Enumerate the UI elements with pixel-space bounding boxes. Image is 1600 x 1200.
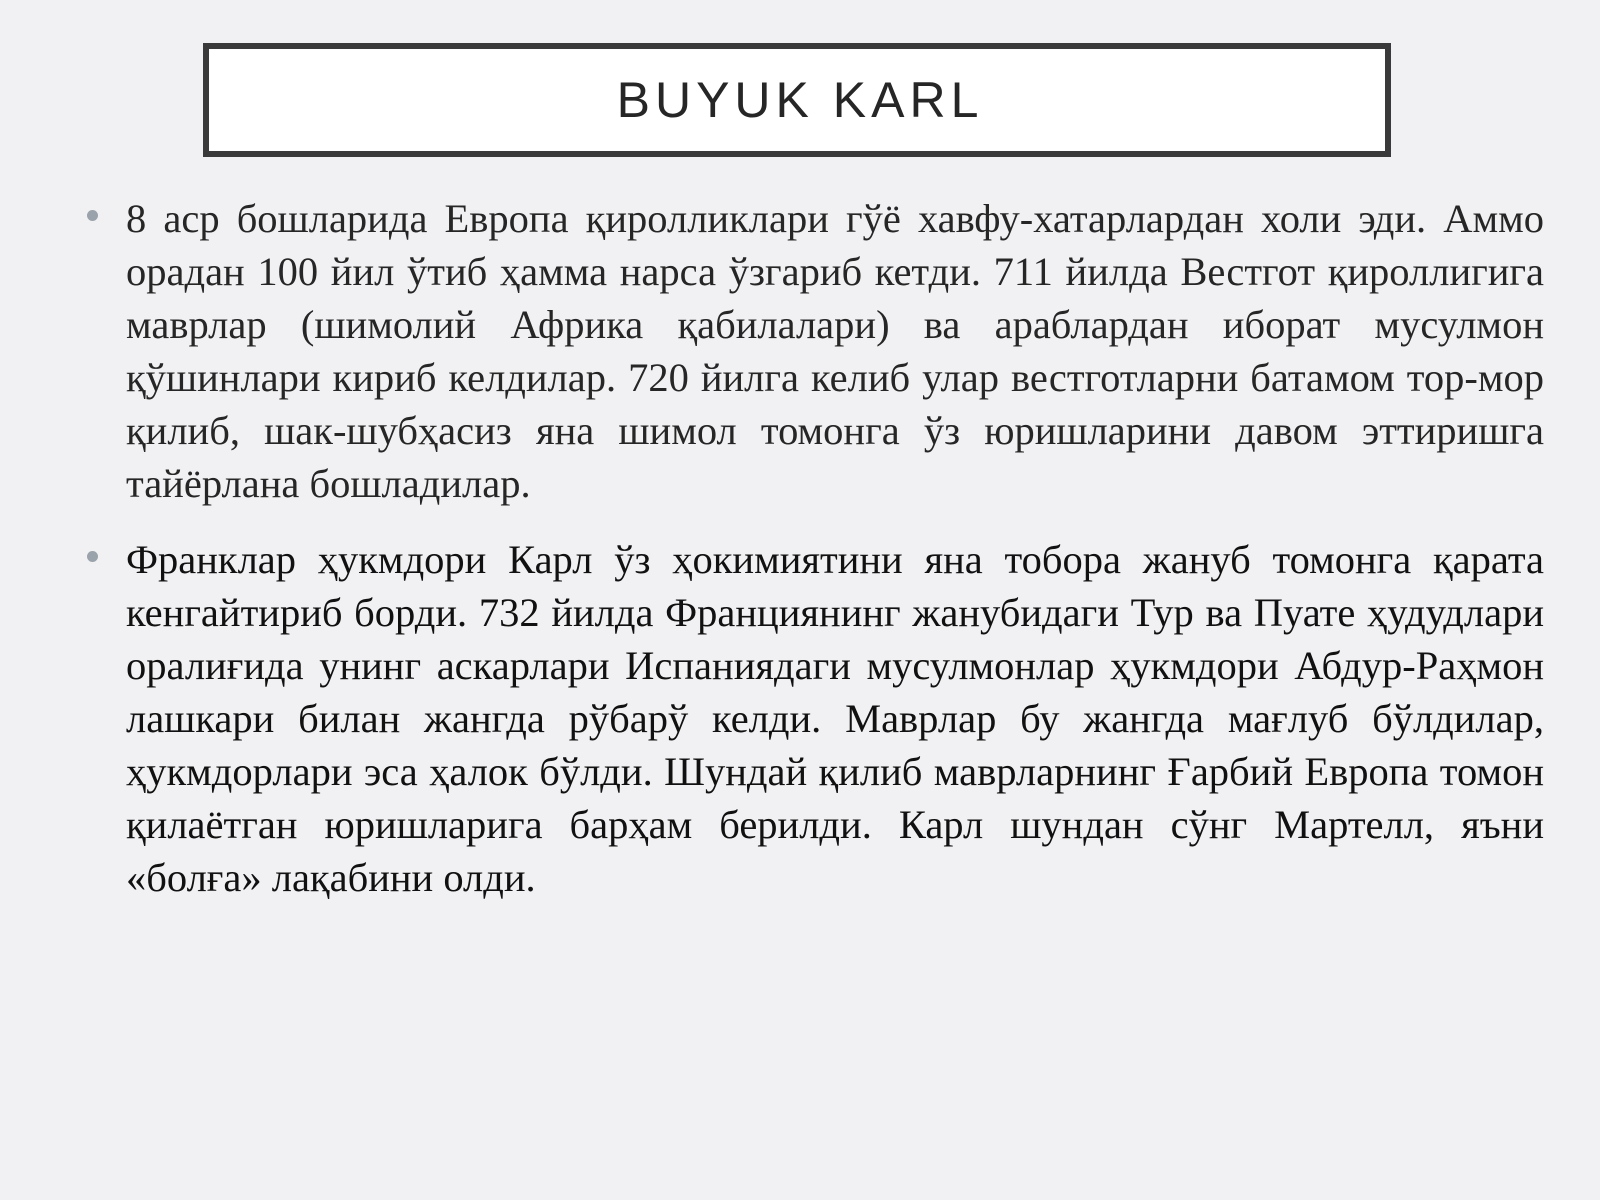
bullet-dot-icon	[87, 551, 98, 562]
bullet-item	[84, 533, 1544, 904]
bullet-text: 8 аср бошларида Европа қиролликлари гўё хавфу-хатарлардан холи эди. Аммо орадан 100 йил ўтиб ҳамма нарса ўзгариб кетди. 711 йилда Вестгот қироллигига маврлар (шимолий Африка қабилалари) ва араблардан иборат мусулмон қўшинлари кириб келдилар. 720 йилга келиб улар вестготларни батамом тор-мор қилиб, шак-шубҳасиз яна шимол томонга ўз юришларини давом эттиришга тайёрлана бошладилар.	[126, 196, 1544, 506]
bullet-list	[84, 192, 1544, 927]
slide-title: BUYUK KARL	[616, 72, 984, 128]
title-box	[203, 43, 1391, 157]
bullet-item	[84, 192, 1544, 510]
bullet-text: Франклар ҳукмдори Карл ўз ҳокимиятини яна тобора жануб томонга қарата кенгайтириб борди. 732 йилда Франциянинг жанубидаги Тур ва Пуате ҳудудлари оралиғида унинг аскарлари Испаниядаги мусулмонлар ҳукмдори Абдур-Раҳмон лашкари билан жангда рўбарў келди. Маврлар бу жангда мағлуб бўлдилар, ҳукмдорлари эса ҳалок бўлди. Шундай қилиб маврларнинг Ғарбий Европа томон қилаётган юришларига барҳам берилди. Карл шундан сўнг Мартелл, яъни «болға» лақабини олди.	[126, 537, 1544, 900]
bullet-dot-icon	[87, 210, 98, 221]
